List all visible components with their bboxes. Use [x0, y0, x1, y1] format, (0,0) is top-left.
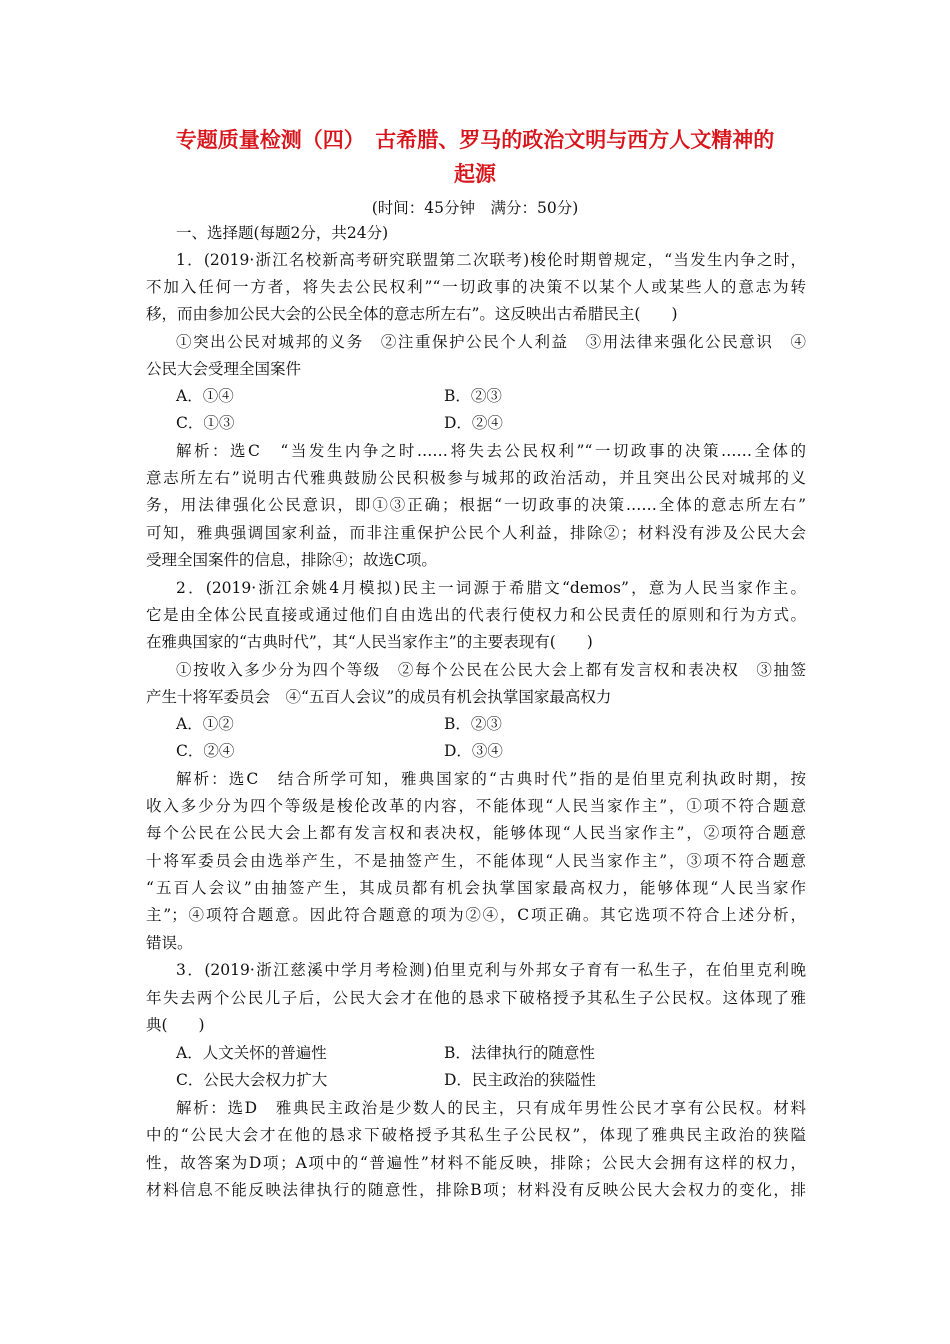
- question-2-analysis: 解析：选C 结合所学可知，雅典国家的“古典时代”指的是伯里克利执政时期，按: [176, 770, 806, 788]
- question-2-analysis: 每个公民在公民大会上都有发言权和表决权，能够体现“人民当家作主”，②项符合题意: [146, 824, 806, 842]
- question-2-option-c: C．②④: [176, 742, 235, 760]
- question-2-analysis: “五百人会议”由抽签产生，其成员都有机会执掌国家最高权力，能够体现“人民当家作: [146, 879, 806, 897]
- question-2-analysis: 主”；④项符合题意。因此符合题意的项为②④，C项正确。其它选项不符合上述分析，: [146, 906, 806, 924]
- question-1-items: 公民大会受理全国案件: [146, 360, 302, 378]
- page-title-continued: 起源: [454, 162, 496, 186]
- question-3-analysis: 中的“公民大会才在他的恳求下破格授予其私生子公民权”，体现了雅典民主政治的狭隘: [146, 1126, 806, 1144]
- time-and-score: (时间：45分钟 满分：50分): [371, 199, 579, 217]
- question-3-stem: 3．(2019·浙江慈溪中学月考检测)伯里克利与外邦女子育有一私生子，在伯里克利晚: [176, 961, 806, 979]
- question-2-stem: 在雅典国家的“古典时代”，其“人民当家作主”的主要表现有( ): [146, 633, 593, 651]
- page-title: 专题质量检测（四） 古希腊、罗马的政治文明与西方人文精神的: [175, 128, 775, 152]
- question-1-analysis: 解析：选C “当发生内争之时……将失去公民权利”“一切政事的决策……全体的: [176, 442, 806, 460]
- question-1-stem: 不加入任何一方者，将失去公民权利”“一切政事的决策不以某个人或某些人的意志为转: [146, 278, 806, 296]
- question-1-option-b: B．②③: [444, 387, 502, 405]
- question-2-analysis: 十将军委员会由选举产生，不是抽签产生，不能体现“人民当家作主”，③项不符合题意: [146, 852, 806, 870]
- question-1-stem: 1．(2019·浙江名校新高考研究联盟第二次联考)梭伦时期曾规定，“当发生内争之时，: [176, 251, 806, 269]
- question-1-analysis: 意志所左右”说明古代雅典鼓励公民积极参与城邦的政治活动，并且突出公民对城邦的义: [146, 469, 806, 487]
- question-1-analysis: 务，用法律强化公民意识，即①③正确；根据“一切政事的决策……全体的意志所左右”: [146, 496, 806, 514]
- question-1-option-d: D．②④: [444, 414, 503, 432]
- question-2-option-d: D．③④: [444, 742, 503, 760]
- question-1-option-c: C．①③: [176, 414, 235, 432]
- question-2-stem: 它是由全体公民直接或通过他们自由选出的代表行使权力和公民责任的原则和行为方式。: [146, 606, 806, 624]
- question-3-option-a: A．人文关怀的普遍性: [176, 1044, 327, 1062]
- question-3-analysis: 解析：选D 雅典民主政治是少数人的民主，只有成年男性公民才享有公民权。材料: [176, 1099, 806, 1117]
- question-2-items: ①按收入多少分为四个等级 ②每个公民在公民大会上都有发言权和表决权 ③抽签: [176, 661, 806, 679]
- question-3-analysis: 材料信息不能反映法律执行的随意性，排除B项；材料没有反映公民大会权力的变化，排: [146, 1181, 806, 1199]
- question-2-option-b: B．②③: [444, 715, 502, 733]
- question-3-option-d: D．民主政治的狭隘性: [444, 1071, 596, 1089]
- question-3-analysis: 性，故答案为D项；A项中的“普遍性”材料不能反映，排除；公民大会拥有这样的权力，: [146, 1154, 806, 1172]
- question-3-stem: 年失去两个公民儿子后，公民大会才在他的恳求下破格授予其私生子公民权。这体现了雅: [146, 989, 806, 1007]
- question-1-option-a: A．①④: [176, 387, 234, 405]
- question-2-items: 产生十将军委员会 ④“五百人会议”的成员有机会执掌国家最高权力: [146, 688, 612, 706]
- question-2-analysis: 收入多少分为四个等级是梭伦改革的内容，不能体现“人民当家作主”，①项不符合题意: [146, 797, 806, 815]
- question-1-analysis: 可知，雅典强调国家利益，而非注重保护公民个人利益，排除②；材料没有涉及公民大会: [146, 524, 806, 542]
- question-1-analysis: 受理全国案件的信息，排除④；故选C项。: [146, 551, 437, 569]
- question-3-option-b: B．法律执行的随意性: [444, 1044, 595, 1062]
- question-3-option-c: C．公民大会权力扩大: [176, 1071, 328, 1089]
- question-2-stem: 2．(2019·浙江余姚4月模拟)民主一词源于希腊文“demos”，意为人民当家作主。: [176, 579, 806, 597]
- question-1-stem: 移，而由参加公民大会的公民全体的意志所左右”。这反映出古希腊民主( ): [146, 305, 678, 323]
- question-2-option-a: A．①②: [176, 715, 234, 733]
- question-3-stem: 典( ): [146, 1016, 205, 1034]
- question-2-analysis: 错误。: [146, 934, 193, 952]
- question-1-items: ①突出公民对城邦的义务 ②注重保护公民个人利益 ③用法律来强化公民意识 ④: [176, 333, 806, 351]
- section-heading: 一、选择题(每题2分，共24分): [176, 224, 389, 242]
